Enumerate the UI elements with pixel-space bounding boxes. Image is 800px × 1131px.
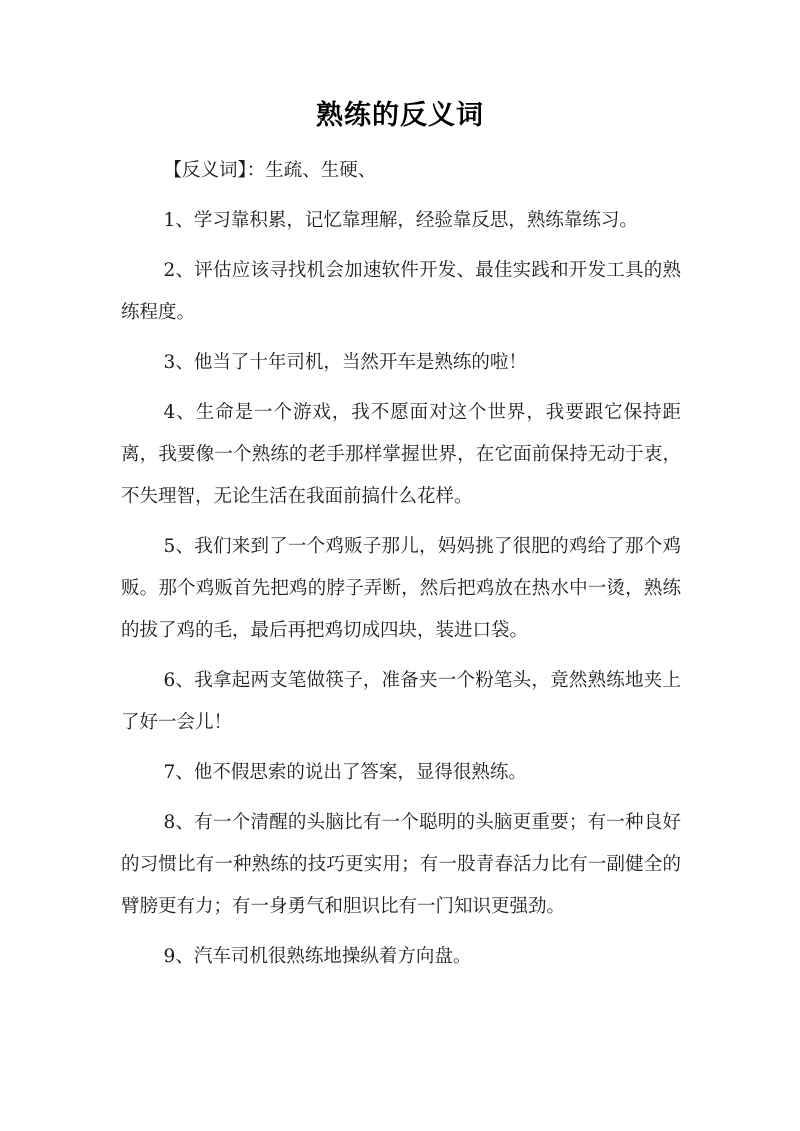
document-body	[121, 150, 681, 986]
example-sentence-5: 5、我们来到了一个鸡贩子那儿，妈妈挑了很肥的鸡给了那个鸡贩。那个鸡贩首先把鸡的脖子弄断，然后把鸡放在热水中一烫，熟练的拔了鸡的毛，最后再把鸡切成四块，装进口袋。	[121, 536, 681, 641]
example-sentence-2: 2、评估应该寻找机会加速软件开发、最佳实践和开发工具的熟练程度。	[121, 260, 681, 323]
example-sentence-8: 8、有一个清醒的头脑比有一个聪明的头脑更重要；有一种良好的习惯比有一种熟练的技巧更实用；有一股青春活力比有一副健全的臂膀更有力；有一身勇气和胆识比有一门知识更强劲。	[121, 812, 681, 917]
example-sentence-7: 7、他不假思索的说出了答案，显得很熟练。	[163, 762, 527, 783]
example-sentence-4: 4、生命是一个游戏，我不愿面对这个世界，我要跟它保持距离，我要像一个熟练的老手那样掌握世界，在它面前保持无动于衷，不失理智，无论生活在我面前搞什么花样。	[121, 402, 681, 507]
document-title: 熟练的反义词	[316, 100, 484, 131]
example-sentence-3: 3、他当了十年司机，当然开车是熟练的啦！	[163, 352, 527, 373]
antonyms-line: 【反义词】：生疏、生硬、	[163, 160, 377, 181]
example-sentence-6: 6、我拿起两支笔做筷子，准备夹一个粉笔头，竟然熟练地夹上了好一会儿！	[121, 670, 681, 733]
example-sentence-9: 9、汽车司机很熟练地操纵着方向盘。	[163, 946, 472, 967]
example-sentence-1: 1、学习靠积累，记忆靠理解，经验靠反思，熟练靠练习。	[163, 210, 638, 231]
